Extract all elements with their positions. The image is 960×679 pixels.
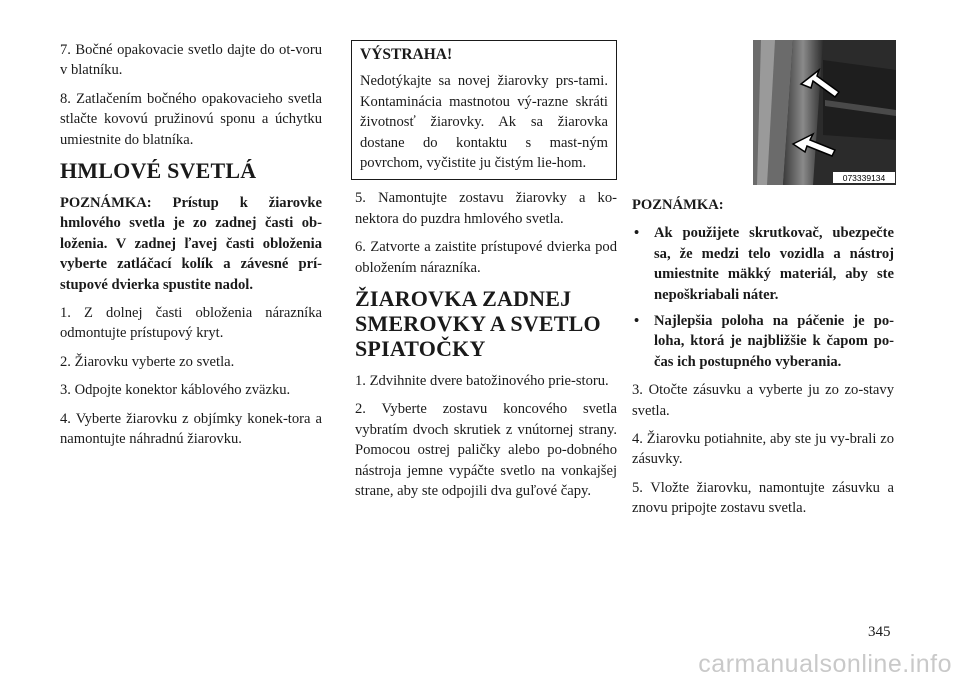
step-7-text: 7. Bočné opakovacie svetlo dajte do ot-voru v blatníku.	[60, 42, 322, 79]
column-left	[60, 40, 322, 458]
tail-light-photo	[753, 40, 896, 185]
step-6-text: 6. Zatvorte a zaistite prístupové dvierka pod obložením nárazníka.	[355, 239, 617, 276]
figure-code: 073339134	[842, 173, 886, 183]
step-8-text: 8. Zatlačením bočného opakovacieho svetla stlačte kovovú pružinovú sponu a úchytku umiestnite do blatníka.	[60, 90, 322, 148]
column-right	[632, 195, 894, 527]
section-heading-rear-lights: ŽIAROVKA ZADNEJ SMEROVKY A SVETLO SPIATOČKY	[355, 286, 601, 362]
rear-step-3-text: 3. Otočte zásuvku a vyberte ju zo zo-stavy svetla.	[632, 382, 894, 419]
step-2-text: 2. Žiarovku vyberte zo svetla.	[60, 353, 235, 370]
rear-step-1-text: 1. Zdvihnite dvere batožinového prie-storu.	[355, 373, 609, 390]
note-bullet-list	[632, 223, 894, 372]
footer-watermark: carmanualsonline.info	[698, 650, 952, 678]
column-middle	[355, 40, 617, 510]
rear-step-4-text: 4. Žiarovku potiahnite, aby ste ju vy-brali zo zásuvky.	[632, 431, 894, 468]
warning-box	[351, 40, 617, 180]
step-5-text: 5. Namontujte zostavu žiarovky a ko-nektora do puzdra hmlového svetla.	[355, 190, 617, 227]
warning-text: Nedotýkajte sa novej žiarovky prs-tami. Kontaminácia mastnotou vý-razne skráti životnosť žiarovky. Ak sa žiarovka dostane do kontaktu s mast-ným povrchom, vyčistite ju čistým lie-hom.	[360, 73, 608, 172]
step-4-text: 4. Vyberte žiarovku z objímky konek-tora a namontujte náhradnú žiarovku.	[60, 410, 322, 448]
step-3-text: 3. Odpojte konektor káblového zväzku.	[60, 382, 291, 399]
warning-title: VÝSTRAHA!	[360, 46, 453, 63]
section-heading-fog-lights: HMLOVÉ SVETLÁ	[60, 158, 257, 184]
note-fog-lights: POZNÁMKA: Prístup k žiarovke hmlového svetla je zo zadnej časti ob-loženia. V zadnej ľavej časti obloženia vyberte zatláčací kolík a závesné prí-stupové dvierka spustite nadol.	[60, 195, 322, 293]
bullet-item: • Najlepšia poloha na páčenie je po-loha, ktorá je najbližšie k čapom po-čas ich postupného vyberania.	[632, 311, 894, 372]
bullet-item: • Ak použijete skrutkovač, ubezpečte sa, že medzi telo vozidla a nástroj umiestnite mäkký materiál, aby ste nepoškriabali náter.	[632, 223, 894, 305]
tail-light-illustration	[753, 40, 896, 185]
page-number: 345	[868, 624, 891, 640]
note-label: POZNÁMKA:	[632, 197, 724, 213]
step-1-text: 1. Z dolnej časti obloženia nárazníka odmontujte prístupový kryt.	[60, 305, 322, 342]
rear-step-2-text: 2. Vyberte zostavu koncového svetla vybratím dvoch skrutiek z vnútornej strany. Pomocou ostrej paličky alebo po-dobného nástroja jemne vypáčte svetlo na vonkajšej strane, aby ste odpojili dva guľové čapy.	[355, 401, 617, 500]
rear-step-5-text: 5. Vložte žiarovku, namontujte zásuvku a znovu pripojte zostavu svetla.	[632, 479, 894, 517]
